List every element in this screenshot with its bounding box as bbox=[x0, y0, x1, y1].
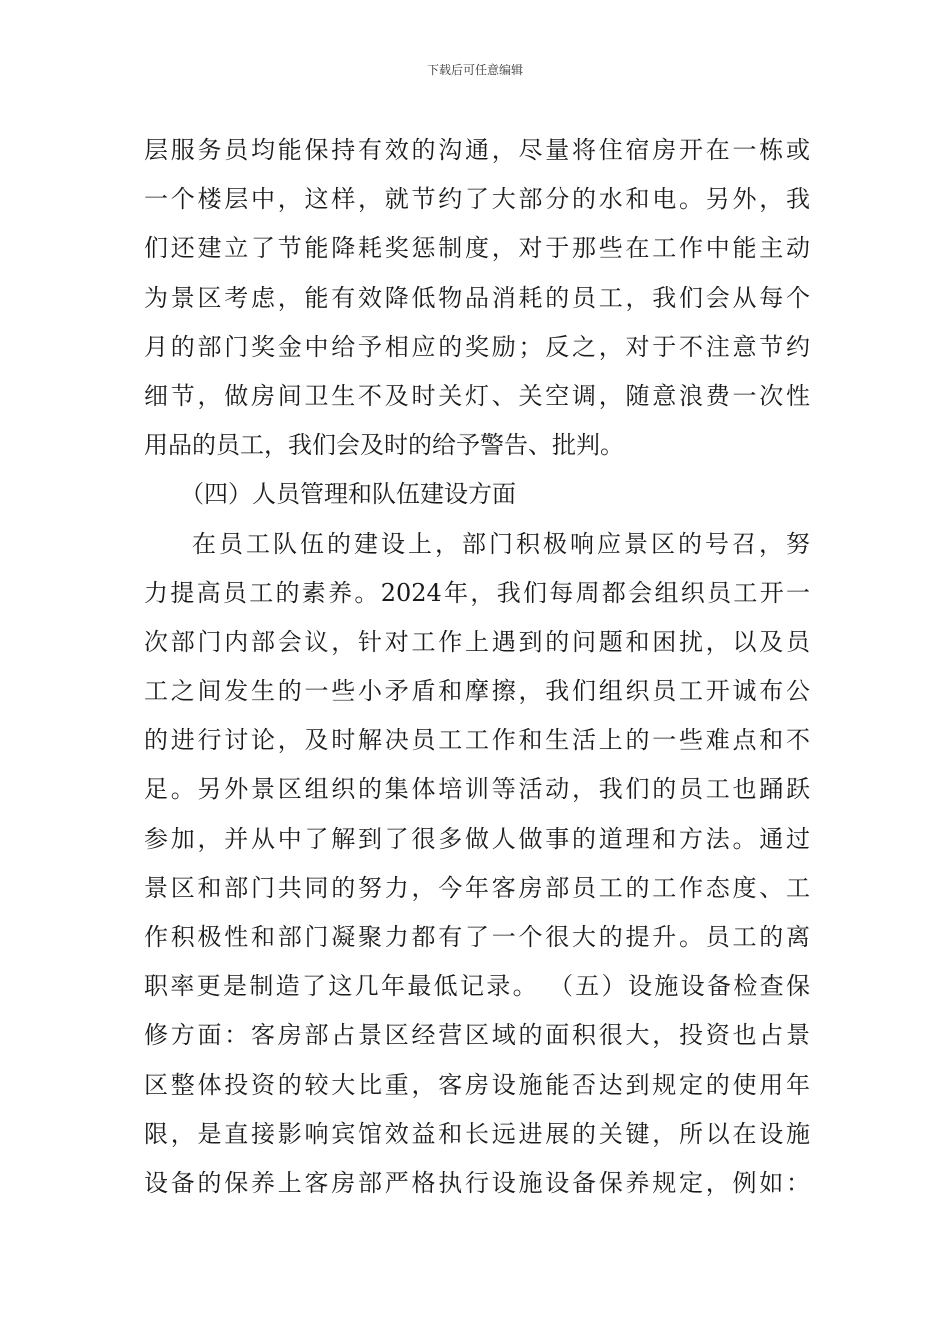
section-heading: （四）人员管理和队伍建设方面 bbox=[180, 480, 516, 509]
paragraph-line: 参加，并从中了解到了很多做人做事的道理和方法。通过 bbox=[144, 824, 810, 853]
paragraph-line: 工之间发生的一些小矛盾和摩擦，我们组织员工开诚布公 bbox=[144, 677, 810, 706]
paragraph-line: 景区和部门共同的努力，今年客房部员工的工作态度、工 bbox=[144, 873, 810, 902]
document-body bbox=[144, 126, 810, 1208]
paragraph-line: 设备的保养上客房部严格执行设施设备保养规定，例如： bbox=[144, 1168, 810, 1197]
paragraph-line: 在员工队伍的建设上，部门积极响应景区的号召，努 bbox=[192, 529, 810, 558]
paragraph-line: 层服务员均能保持有效的沟通，尽量将住宿房开在一栋或 bbox=[144, 136, 810, 164]
paragraph-line: 修方面：客房部占景区经营区域的面积很大，投资也占景 bbox=[144, 1021, 810, 1050]
paragraph-line: 细节，做房间卫生不及时关灯、关空调，随意浪费一次性 bbox=[144, 381, 810, 410]
paragraph-line: 一个楼层中，这样，就节约了大部分的水和电。另外，我 bbox=[144, 185, 810, 214]
paragraph-line: 为景区考虑，能有效降低物品消耗的员工，我们会从每个 bbox=[144, 283, 810, 312]
paragraph-line: 职率更是制造了这几年最低记录。 （五）设施设备检查保 bbox=[144, 972, 810, 1001]
page-header-note: 下载后可任意编辑 bbox=[426, 63, 523, 77]
paragraph-line: 月的部门奖金中给予相应的奖励；反之，对于不注意节约 bbox=[144, 332, 810, 361]
paragraph-line: 用品的员工，我们会及时的给予警告、批判。 bbox=[144, 431, 624, 460]
paragraph-line: 足。另外景区组织的集体培训等活动，我们的员工也踊跃 bbox=[144, 775, 810, 804]
paragraph-line: 的进行讨论，及时解决员工工作和生活上的一些难点和不 bbox=[144, 726, 810, 755]
paragraph-line: 力提高员工的素养。2024年，我们每周都会组织员工开一 bbox=[144, 578, 810, 607]
paragraph-line: 区整体投资的较大比重，客房设施能否达到规定的使用年 bbox=[144, 1070, 810, 1099]
paragraph-line: 次部门内部会议，针对工作上遇到的问题和困扰，以及员 bbox=[144, 627, 810, 656]
paragraph-line: 限，是直接影响宾馆效益和长远进展的关键，所以在设施 bbox=[144, 1119, 810, 1148]
paragraph-line: 作积极性和部门凝聚力都有了一个很大的提升。员工的离 bbox=[144, 923, 810, 951]
paragraph-line: 们还建立了节能降耗奖惩制度，对于那些在工作中能主动 bbox=[144, 234, 810, 263]
